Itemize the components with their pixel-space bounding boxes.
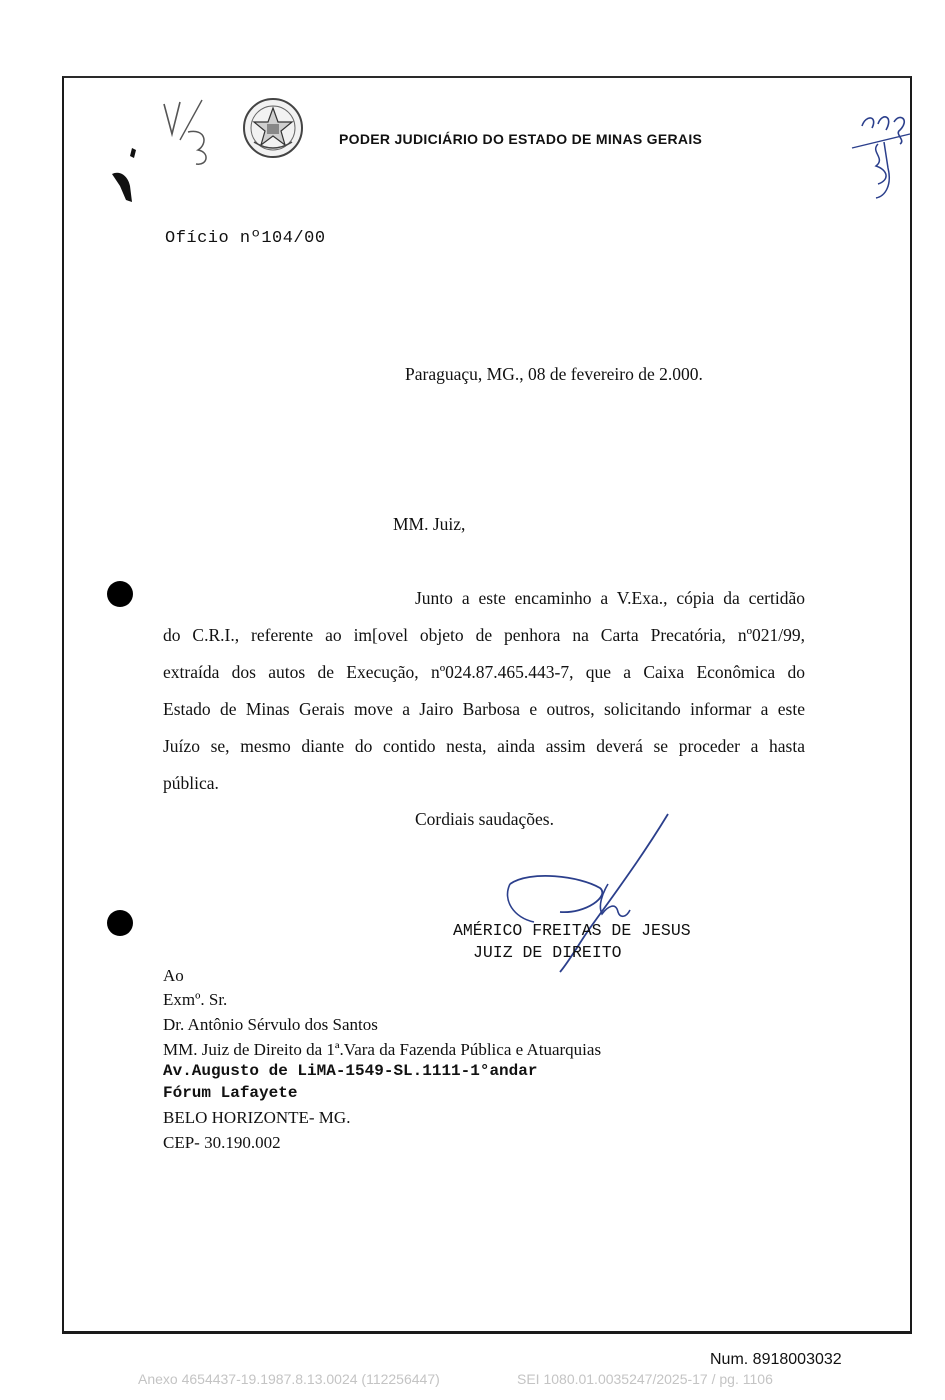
body-line-6: pública. <box>163 773 219 793</box>
closing-greeting: Cordiais saudações. <box>415 809 554 829</box>
recipient-line-4: MM. Juiz de Direito da 1ª.Vara da Fazenda Pública e Atuarquias <box>163 1040 602 1059</box>
annex-reference: Anexo 4654437-19.1987.8.13.0024 (112256447) <box>138 1371 440 1387</box>
recipient-address-street: Av.Augusto de LiMA-1549-SL.1111-1°andar <box>163 1062 538 1080</box>
sei-reference: SEI 1080.01.0035247/2025-17 / pg. 1106 <box>517 1371 773 1387</box>
recipient-address-building: Fórum Lafayete <box>163 1084 298 1102</box>
body-line-2: do C.R.I., referente ao im[ovel objeto de penhora na Carta Precatória, nº021/99, <box>163 625 805 645</box>
handwritten-page-number <box>848 104 914 204</box>
recipient-city: BELO HORIZONTE- MG. <box>163 1108 351 1127</box>
document-number: Num. 8918003032 <box>710 1351 842 1368</box>
salutation: MM. Juiz, <box>393 514 466 534</box>
punch-hole-top <box>107 581 133 607</box>
place-and-date: Paraguaçu, MG., 08 de fevereiro de 2.000. <box>405 364 703 384</box>
punch-hole-bottom <box>107 910 133 936</box>
oficio-number: Ofício nº104/00 <box>165 229 326 248</box>
recipient-line-3: Dr. Antônio Sérvulo dos Santos <box>163 1015 378 1034</box>
handwritten-initials <box>150 92 220 172</box>
body-line-5: Juízo se, mesmo diante do contido nesta, ainda assim deverá se proceder a hasta <box>163 736 805 756</box>
body-line-3: extraída dos autos de Execução, nº024.87.465.443-7, que a Caixa Econômica do <box>163 662 805 682</box>
recipient-line-2: Exmº. Sr. <box>163 990 228 1009</box>
recipient-line-1: Ao <box>163 966 184 985</box>
body-line-4: Estado de Minas Gerais move a Jairo Barbosa e outros, solicitando informar a este <box>163 699 805 719</box>
coat-of-arms-seal <box>240 96 306 160</box>
recipient-cep: CEP- 30.190.002 <box>163 1133 281 1152</box>
institution-title: PODER JUDICIÁRIO DO ESTADO DE MINAS GERAIS <box>339 131 703 147</box>
body-line-1: Junto a este encaminho a V.Exa., cópia da certidão <box>415 588 805 608</box>
signer-title: JUIZ DE DIREITO <box>473 943 622 962</box>
signer-name: AMÉRICO FREITAS DE JESUS <box>453 921 691 940</box>
scan-mark <box>108 146 140 206</box>
